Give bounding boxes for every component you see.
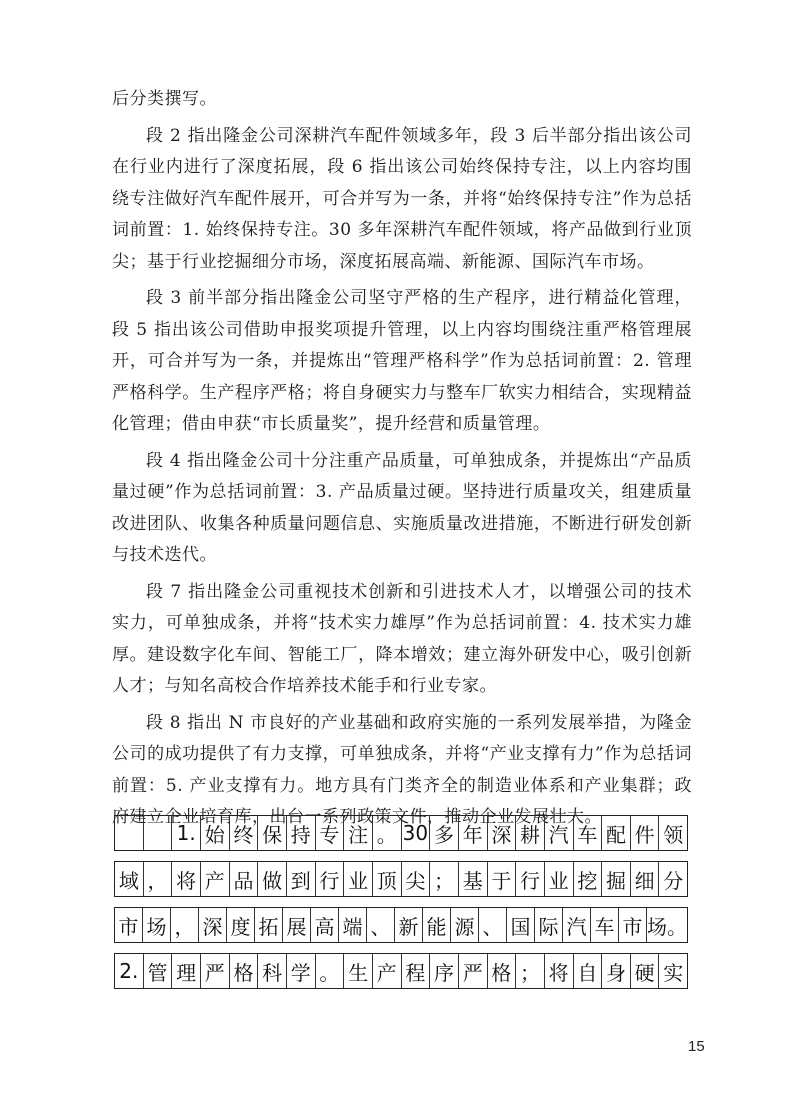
answer-grid-cell bbox=[144, 816, 173, 850]
answer-grid-cell: 细 bbox=[631, 862, 660, 896]
answer-grid-cell: 车 bbox=[574, 816, 603, 850]
answer-grid bbox=[114, 815, 688, 999]
answer-grid-cell: 持 bbox=[287, 816, 316, 850]
answer-grid-cell: 程 bbox=[402, 954, 431, 988]
document-body bbox=[112, 84, 692, 834]
answer-grid-cell: 展 bbox=[283, 908, 311, 942]
answer-grid-cell: 多 bbox=[430, 816, 459, 850]
answer-grid-cell: 国 bbox=[507, 908, 535, 942]
answer-grid-cell: 格 bbox=[488, 954, 517, 988]
answer-grid-cell: 源 bbox=[451, 908, 479, 942]
answer-grid-cell: 域 bbox=[115, 862, 144, 896]
answer-grid-cell bbox=[115, 816, 144, 850]
answer-grid-cell: 年 bbox=[459, 816, 488, 850]
answer-grid-cell: 场 bbox=[143, 908, 171, 942]
answer-grid-cell: 专 bbox=[316, 816, 345, 850]
answer-grid-cell: 自 bbox=[574, 954, 603, 988]
answer-grid-cell: 实 bbox=[663, 960, 684, 985]
answer-grid-cell: 30 bbox=[402, 816, 431, 850]
answer-grid-cell: 到 bbox=[287, 862, 316, 896]
answer-grid-cell: 挖 bbox=[574, 862, 603, 896]
answer-grid-cell: 注 bbox=[344, 816, 373, 850]
answer-grid-cell: 行 bbox=[316, 862, 345, 896]
answer-grid-cell: 市 bbox=[619, 908, 647, 942]
answer-grid-cell: 分 bbox=[663, 868, 684, 893]
answer-grid-cell: 新 bbox=[395, 908, 423, 942]
answer-grid-cell: 尖 bbox=[402, 862, 431, 896]
answer-grid-cell: 配 bbox=[602, 816, 631, 850]
answer-grid-cell: 度 bbox=[227, 908, 255, 942]
answer-grid-cell: 理 bbox=[172, 954, 201, 988]
answer-grid-cell: 于 bbox=[488, 862, 517, 896]
answer-grid-cell: 1. bbox=[172, 816, 201, 850]
answer-grid-cell: 深 bbox=[488, 816, 517, 850]
answer-grid-cell: 业 bbox=[344, 862, 373, 896]
paragraph: 段 2 指出隆金公司深耕汽车配件领域多年，段 3 后半部分指出该公司在行业内进行了深度拓展，段 6 指出该公司始终保持专注，以上内容均围绕专注做好汽车配件展开，可合并写为一条，并将“始终保持专注”作为总括词前置：1. 始终保持专注。30 多年深耕汽车配件领域，将产品做到行业顶尖；基于行业挖掘细分市场，深度拓展高端、新能源、国际汽车市场。 bbox=[112, 125, 692, 272]
answer-grid-row bbox=[114, 815, 688, 851]
answer-grid-cell: 学 bbox=[287, 954, 316, 988]
paragraph: 段 3 前半部分指出隆金公司坚守严格的生产程序，进行精益化管理，段 5 指出该公司借助申报奖项提升管理，以上内容均围绕注重严格管理展开，可合并写为一条，并提炼出“管理严格科学”作为总括词前置：2. 管理严格科学。生产程序严格；将自身硬实力与整车厂软实力相结合，实现精益化管理；借由申获“市长质量奖”，提升经营和质量管理。 bbox=[112, 288, 692, 434]
answer-grid-cell: 身 bbox=[602, 954, 631, 988]
answer-grid-cell: 车 bbox=[591, 908, 619, 942]
answer-grid-cell: 顶 bbox=[373, 862, 402, 896]
answer-grid-cell: 生 bbox=[344, 954, 373, 988]
answer-grid-cell: 掘 bbox=[602, 862, 631, 896]
answer-grid-row bbox=[114, 907, 688, 943]
answer-grid-cell: ； bbox=[516, 954, 545, 988]
answer-grid-cell: 耕 bbox=[516, 816, 545, 850]
continued-text: 后分类撰写。 bbox=[112, 89, 217, 109]
answer-grid-cell: 序 bbox=[430, 954, 459, 988]
answer-grid-cell: 深 bbox=[199, 908, 227, 942]
answer-grid-cell: 市 bbox=[115, 908, 143, 942]
answer-grid-cell: 场。 bbox=[647, 914, 687, 939]
answer-grid-cell: ， bbox=[171, 908, 199, 942]
answer-grid-cell: 格 bbox=[230, 954, 259, 988]
answer-grid-cell: 业 bbox=[545, 862, 574, 896]
answer-grid-cell: 高 bbox=[311, 908, 339, 942]
answer-grid-cell: 做 bbox=[258, 862, 287, 896]
answer-grid-cell: 领 bbox=[663, 822, 684, 847]
answer-grid-cell: 能 bbox=[423, 908, 451, 942]
answer-grid-cell: 严 bbox=[459, 954, 488, 988]
answer-grid-cell: 汽 bbox=[563, 908, 591, 942]
answer-grid-cell: 拓 bbox=[255, 908, 283, 942]
answer-grid-cell: 产 bbox=[201, 862, 230, 896]
answer-grid-cell: 将 bbox=[545, 954, 574, 988]
answer-grid-cell: 端 bbox=[339, 908, 367, 942]
answer-grid-cell: 汽 bbox=[545, 816, 574, 850]
answer-grid-cell: 基 bbox=[459, 862, 488, 896]
answer-grid-cell: 科 bbox=[258, 954, 287, 988]
paragraph: 段 7 指出隆金公司重视技术创新和引进技术人才，以增强公司的技术实力，可单独成条，并将“技术实力雄厚”作为总括词前置：4. 技术实力雄厚。建设数字化车间、智能工厂，降本增效；建立海外研发中心，吸引创新人才；与知名高校合作培养技术能手和行业专家。 bbox=[112, 581, 692, 696]
answer-grid-cell: 产 bbox=[373, 954, 402, 988]
answer-grid-cell: 管 bbox=[144, 954, 173, 988]
answer-grid-cell: 品 bbox=[230, 862, 259, 896]
answer-grid-cell: 际 bbox=[535, 908, 563, 942]
answer-grid-cell: ， bbox=[144, 862, 173, 896]
answer-grid-cell: 严 bbox=[201, 954, 230, 988]
answer-grid-cell: 硬 bbox=[631, 954, 660, 988]
answer-grid-cell: ； bbox=[430, 862, 459, 896]
paragraph: 段 4 指出隆金公司十分注重产品质量，可单独成条，并提炼出“产品质量过硬”作为总括词前置：3. 产品质量过硬。坚持进行质量攻关，组建质量改进团队、收集各种质量问题信息、实施质量改进措施，不断进行研发创新与技术迭代。 bbox=[112, 450, 692, 565]
answer-grid-cell: 。 bbox=[316, 954, 345, 988]
answer-grid-cell: 保 bbox=[258, 816, 287, 850]
answer-grid-cell: 件 bbox=[631, 816, 660, 850]
paragraph: 段 8 指出 N 市良好的产业基础和政府实施的一系列发展举措，为隆金公司的成功提供了有力支撑，可单独成条，并将“产业支撑有力”作为总括词前置：5. 产业支撑有力。地方具有门类齐全的制造业体系和产业集群；政府建立企业培育库，出台一系列政策文件，推动企业发展壮大。 bbox=[112, 712, 692, 827]
answer-grid-cell: 终 bbox=[230, 816, 259, 850]
answer-grid-cell: 。 bbox=[373, 816, 402, 850]
answer-grid-row bbox=[114, 953, 688, 989]
answer-grid-cell: 始 bbox=[201, 816, 230, 850]
answer-grid-cell: 、 bbox=[367, 908, 395, 942]
answer-grid-row bbox=[114, 861, 688, 897]
answer-grid-cell: 、 bbox=[479, 908, 507, 942]
answer-grid-cell: 将 bbox=[172, 862, 201, 896]
answer-grid-cell: 行 bbox=[516, 862, 545, 896]
answer-grid-cell: 2. bbox=[115, 954, 144, 988]
page-number: 15 bbox=[688, 1038, 705, 1055]
